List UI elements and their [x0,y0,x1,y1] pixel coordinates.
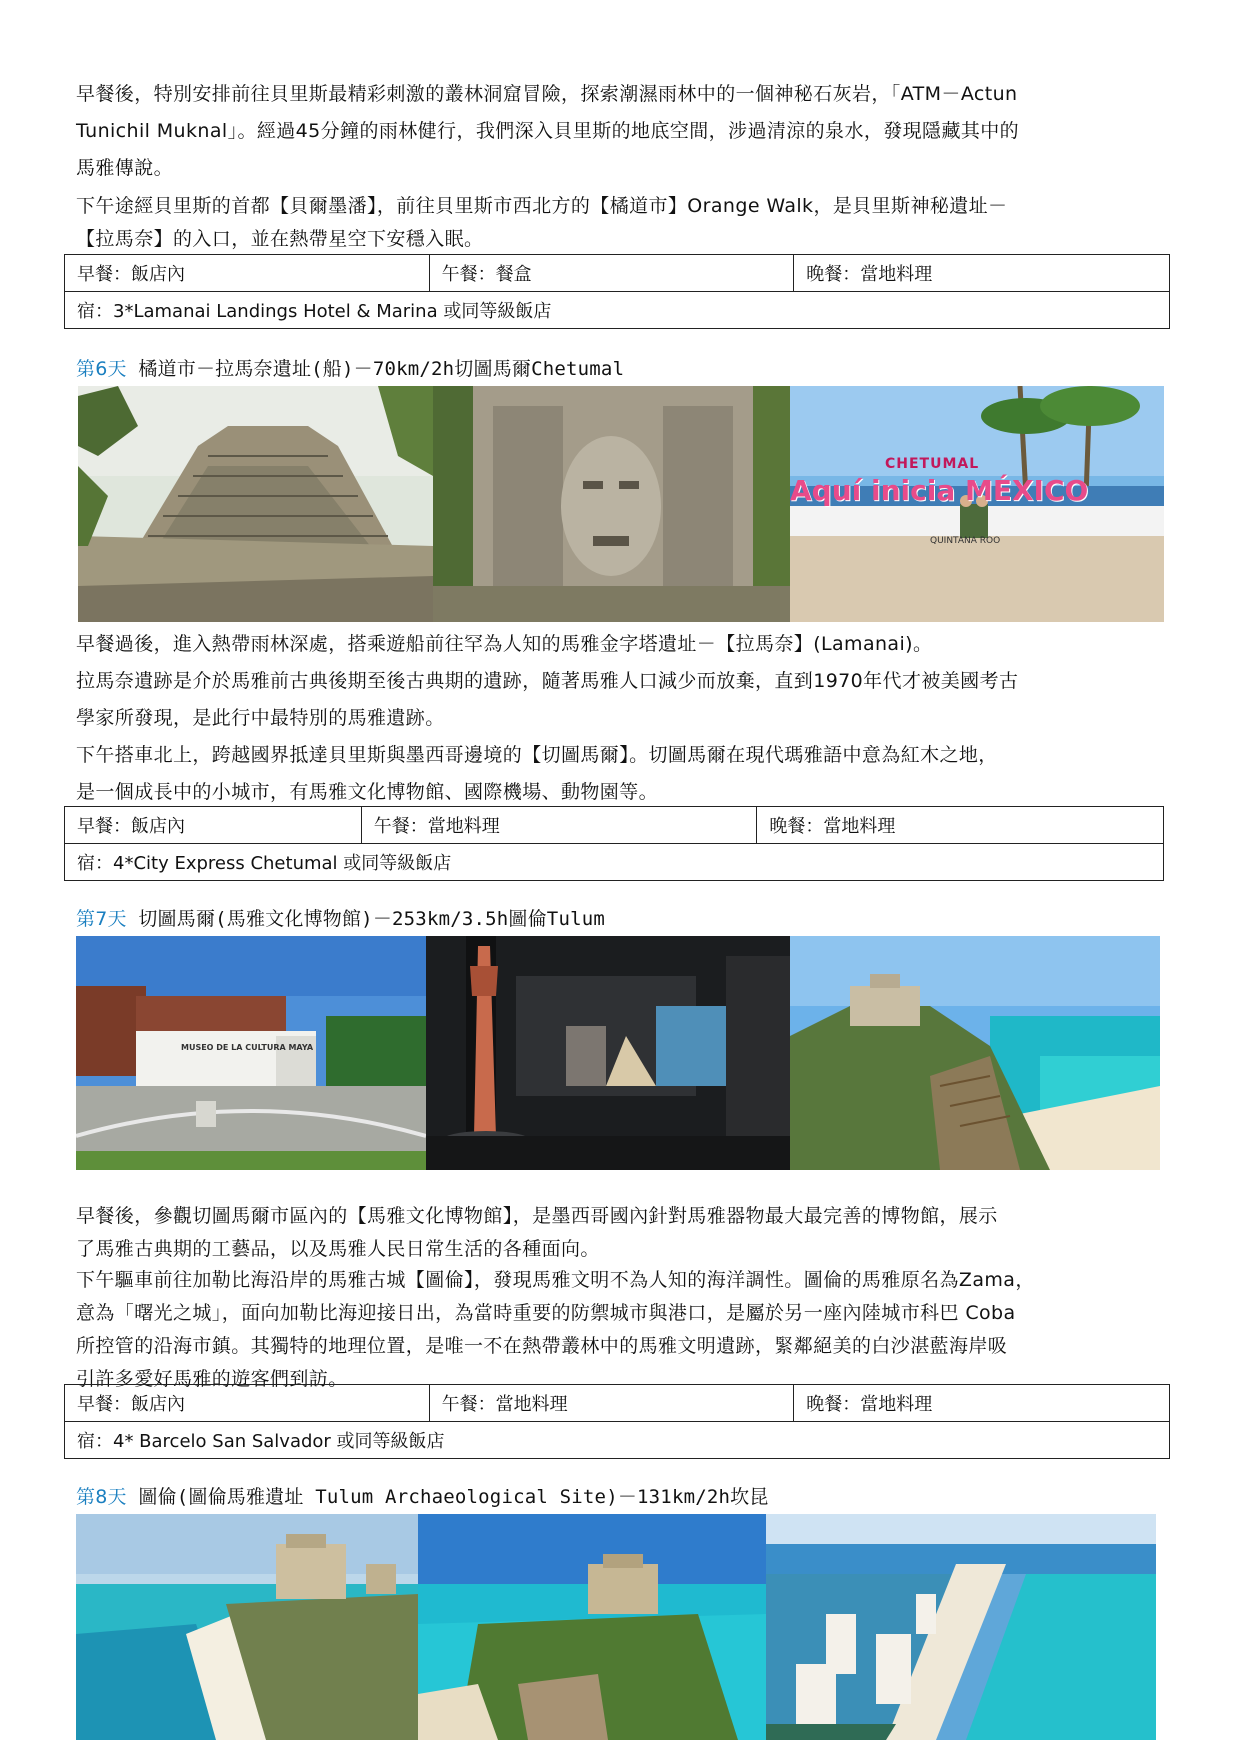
sign-small-text: QUINTANA ROO [930,536,1001,546]
intro-line-5: 【拉馬奈】的入口，並在熱帶星空下安穩入眠。 [76,228,484,250]
hotel-cell: 宿：4*City Express Chetumal 或同等級飯店 [65,844,1164,881]
day6-p3a: 下午搭車北上，跨越國界抵達貝里斯與墨西哥邊境的【切圖馬爾】。切圖馬爾在現代瑪雅語中意為紅木之地， [76,744,998,766]
day7-route: 切圖馬爾(馬雅文化博物館)－253km/3.5h圖倫Tulum [126,908,606,930]
meal-table-day6 [64,806,1164,881]
intro-paragraph [76,76,1168,187]
day6-photo-strip [78,386,1164,622]
day6-number: 第6天 [76,358,127,380]
lunch-cell: 午餐：當地料理 [429,1385,794,1422]
day7-photo-strip [76,936,1160,1170]
tulum-coast-photo [790,936,1160,1170]
day6-heading [76,356,624,382]
day8-number: 第8天 [76,1486,127,1508]
intro-line-2: Tunichil Muknal」。經過45分鐘的雨林健行，我們深入貝里斯的地底空間，涉過清涼的泉水，發現隱藏其中的 [76,120,1020,142]
maya-museum-interior-photo [426,936,790,1170]
lamanai-pyramid-photo [78,386,433,622]
day7-p2c: 所控管的沿海市鎮。其獨特的地理位置，是唯一不在熱帶叢林中的馬雅文明遺跡，緊鄰絕美的白沙湛藍海岸吸 [76,1335,1008,1357]
day7-p2b: 意為「曙光之城」，面向加勒比海迎接日出，為當時重要的防禦城市與港口，是屬於另一座內陸城市科巴 Coba [76,1302,1016,1324]
day6-p1: 早餐過後，進入熱帶雨林深處，搭乘遊船前往罕為人知的馬雅金字塔遺址－【拉馬奈】(Lamanai)。 [76,633,933,655]
hotel-cell: 宿：4* Barcelo San Salvador 或同等級飯店 [65,1422,1170,1459]
museum-sign-text: MUSEO DE LA CULTURA MAYA [181,1043,314,1052]
breakfast-cell: 早餐：飯店內 [65,807,362,844]
tulum-castle-aerial-photo [418,1514,766,1740]
breakfast-cell: 早餐：飯店內 [65,255,430,292]
meal-table-day7 [64,1384,1170,1459]
breakfast-cell: 早餐：飯店內 [65,1385,430,1422]
day7-p2a: 下午驅車前往加勒比海沿岸的馬雅古城【圖倫】，發現馬雅文明不為人知的海洋調性。圖倫的馬雅原名為Zama， [76,1269,1035,1291]
day6-p3b: 是一個成長中的小城市，有馬雅文化博物館、國際機場、動物園等。 [76,781,659,803]
day8-photo-strip [76,1514,1172,1740]
sign-main-text: Aquí inicia MÉXICO [790,474,1089,507]
day6-p2b: 學家所發現，是此行中最特別的馬雅遺跡。 [76,707,445,729]
tulum-ruins-beach-photo [76,1514,418,1740]
day7-p1a: 早餐後，參觀切圖馬爾市區內的【馬雅文化博物館】，是墨西哥國內針對馬雅器物最大最完善的博物館，展示 [76,1205,998,1227]
day7-paragraph-1 [76,1200,1168,1266]
dinner-cell: 晚餐：當地料理 [757,807,1164,844]
lunch-cell: 午餐：當地料理 [361,807,757,844]
intro-line-3: 馬雅傳說。 [76,157,174,179]
dinner-cell: 晚餐：當地料理 [794,1385,1170,1422]
day7-heading [76,906,605,932]
sign-top-text: CHETUMAL [885,456,980,472]
day6-p2a: 拉馬奈遺跡是介於馬雅前古典後期至後古典期的遺跡，隨著馬雅人口減少而放棄，直到1970年代才被美國考古 [76,670,1019,692]
maya-museum-exterior-photo [76,936,426,1170]
chetumal-sign-photo [790,386,1164,622]
day8-heading [76,1484,769,1510]
intro-line-1: 早餐後，特別安排前往貝里斯最精彩刺激的叢林洞窟冒險，探索潮濕雨林中的一個神秘石灰岩，「ATM－Actun [76,83,1018,105]
intro-line-4: 下午途經貝里斯的首都【貝爾墨潘】，前往貝里斯市西北方的【橘道市】Orange Walk，是貝里斯神秘遺址－ [76,195,1008,217]
meal-table-day5 [64,254,1170,329]
day7-p2d: 引許多愛好馬雅的遊客們到訪。 [76,1368,348,1390]
lamanai-mask-temple-photo [433,386,790,622]
day6-route: 橘道市－拉馬奈遺址(船)－70km/2h切圖馬爾Chetumal [126,358,625,380]
intro-paragraph-2 [76,190,1168,256]
day7-paragraph-2 [76,1264,1168,1396]
cancun-hotel-zone-photo [766,1514,1156,1740]
day7-number: 第7天 [76,908,127,930]
day7-p1b: 了馬雅古典期的工藝品，以及馬雅人民日常生活的各種面向。 [76,1238,600,1260]
hotel-cell: 宿：3*Lamanai Landings Hotel & Marina 或同等級飯店 [65,292,1170,329]
day6-paragraph [76,626,1168,811]
day8-route: 圖倫(圖倫馬雅遺址 Tulum Archaeological Site)－131km/2h坎昆 [126,1486,769,1508]
dinner-cell: 晚餐：當地料理 [794,255,1170,292]
lunch-cell: 午餐：餐盒 [429,255,794,292]
